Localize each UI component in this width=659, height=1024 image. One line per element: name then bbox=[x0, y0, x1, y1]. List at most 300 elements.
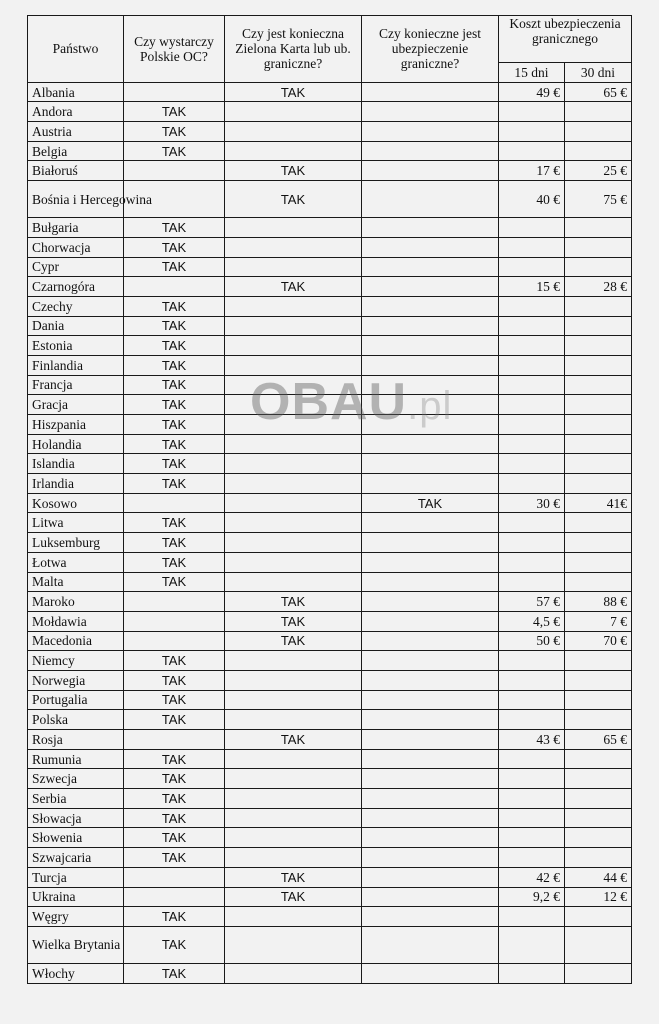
table-row bbox=[28, 218, 632, 238]
cell-green-card: TAK bbox=[225, 631, 362, 651]
cell-polish-oc: TAK bbox=[124, 789, 225, 809]
cell-border-insurance bbox=[362, 181, 499, 218]
cell-border-insurance bbox=[362, 316, 499, 336]
table-row bbox=[28, 867, 632, 887]
cell-border-insurance bbox=[362, 789, 499, 809]
cell-cost-15 bbox=[499, 533, 565, 553]
cell-cost-15 bbox=[499, 828, 565, 848]
cell-cost-30 bbox=[565, 572, 632, 592]
cell-country: Gracja bbox=[28, 395, 124, 415]
cell-cost-15 bbox=[499, 474, 565, 494]
cell-cost-30: 25 € bbox=[565, 161, 632, 181]
cell-cost-15 bbox=[499, 749, 565, 769]
table-row bbox=[28, 454, 632, 474]
cell-border-insurance bbox=[362, 237, 499, 257]
cell-green-card bbox=[225, 828, 362, 848]
cell-cost-15: 42 € bbox=[499, 867, 565, 887]
cell-cost-15 bbox=[499, 102, 565, 122]
cell-border-insurance bbox=[362, 141, 499, 161]
cell-cost-15 bbox=[499, 926, 565, 963]
header-green-card: Czy jest konieczna Zielona Karta lub ub. graniczne? bbox=[225, 16, 362, 83]
cell-green-card: TAK bbox=[225, 887, 362, 907]
table-row bbox=[28, 474, 632, 494]
cell-polish-oc: TAK bbox=[124, 533, 225, 553]
cell-border-insurance bbox=[362, 769, 499, 789]
cell-green-card bbox=[225, 415, 362, 435]
cell-polish-oc: TAK bbox=[124, 375, 225, 395]
cell-cost-15 bbox=[499, 552, 565, 572]
cell-border-insurance bbox=[362, 277, 499, 297]
cell-green-card bbox=[225, 552, 362, 572]
cell-cost-15 bbox=[499, 122, 565, 142]
cell-cost-30 bbox=[565, 375, 632, 395]
cell-cost-30 bbox=[565, 963, 632, 983]
cell-border-insurance bbox=[362, 867, 499, 887]
cell-green-card: TAK bbox=[225, 867, 362, 887]
cell-polish-oc bbox=[124, 730, 225, 750]
cell-country: Islandia bbox=[28, 454, 124, 474]
cell-border-insurance bbox=[362, 296, 499, 316]
table-row bbox=[28, 808, 632, 828]
cell-border-insurance bbox=[362, 454, 499, 474]
cell-polish-oc bbox=[124, 277, 225, 297]
cell-country: Luksemburg bbox=[28, 533, 124, 553]
cell-polish-oc: TAK bbox=[124, 316, 225, 336]
cell-country: Szwajcaria bbox=[28, 848, 124, 868]
cell-border-insurance bbox=[362, 533, 499, 553]
cell-polish-oc bbox=[124, 631, 225, 651]
cell-cost-15: 17 € bbox=[499, 161, 565, 181]
cell-green-card bbox=[225, 651, 362, 671]
cell-country: Turcja bbox=[28, 867, 124, 887]
cell-cost-15 bbox=[499, 141, 565, 161]
table-row bbox=[28, 296, 632, 316]
cell-border-insurance bbox=[362, 808, 499, 828]
cell-polish-oc: TAK bbox=[124, 141, 225, 161]
cell-border-insurance bbox=[362, 375, 499, 395]
cell-border-insurance bbox=[362, 395, 499, 415]
cell-cost-30 bbox=[565, 395, 632, 415]
cell-polish-oc: TAK bbox=[124, 651, 225, 671]
cell-green-card bbox=[225, 395, 362, 415]
cell-cost-15 bbox=[499, 513, 565, 533]
table-row bbox=[28, 887, 632, 907]
table-row bbox=[28, 181, 632, 218]
table-row bbox=[28, 336, 632, 356]
table-row bbox=[28, 926, 632, 963]
cell-border-insurance bbox=[362, 631, 499, 651]
cell-country: Mołdawia bbox=[28, 611, 124, 631]
cell-border-insurance bbox=[362, 122, 499, 142]
cell-border-insurance bbox=[362, 161, 499, 181]
cell-country: Serbia bbox=[28, 789, 124, 809]
cell-cost-15 bbox=[499, 848, 565, 868]
cell-green-card bbox=[225, 572, 362, 592]
cell-cost-15 bbox=[499, 355, 565, 375]
cell-polish-oc: TAK bbox=[124, 355, 225, 375]
table-row bbox=[28, 533, 632, 553]
cell-cost-30 bbox=[565, 710, 632, 730]
cell-country: Wielka Brytania bbox=[28, 926, 124, 963]
cell-green-card bbox=[225, 141, 362, 161]
cell-country: Norwegia bbox=[28, 670, 124, 690]
cell-green-card bbox=[225, 434, 362, 454]
cell-border-insurance bbox=[362, 355, 499, 375]
table-row bbox=[28, 848, 632, 868]
cell-polish-oc bbox=[124, 611, 225, 631]
cell-cost-15 bbox=[499, 296, 565, 316]
cell-border-insurance bbox=[362, 218, 499, 238]
cell-cost-15: 30 € bbox=[499, 493, 565, 513]
cell-cost-30 bbox=[565, 552, 632, 572]
cell-border-insurance bbox=[362, 102, 499, 122]
cell-green-card bbox=[225, 336, 362, 356]
cell-cost-30 bbox=[565, 102, 632, 122]
cell-country: Estonia bbox=[28, 336, 124, 356]
cell-cost-15 bbox=[499, 710, 565, 730]
cell-border-insurance bbox=[362, 651, 499, 671]
cell-green-card bbox=[225, 808, 362, 828]
cell-cost-30 bbox=[565, 769, 632, 789]
cell-cost-30 bbox=[565, 474, 632, 494]
cell-cost-30 bbox=[565, 237, 632, 257]
cell-country: Holandia bbox=[28, 434, 124, 454]
cell-cost-15: 49 € bbox=[499, 82, 565, 102]
cell-polish-oc: TAK bbox=[124, 828, 225, 848]
cell-cost-30 bbox=[565, 141, 632, 161]
table-row bbox=[28, 710, 632, 730]
cell-country: Czechy bbox=[28, 296, 124, 316]
cell-green-card bbox=[225, 848, 362, 868]
cell-cost-30 bbox=[565, 670, 632, 690]
cell-cost-30 bbox=[565, 336, 632, 356]
cell-cost-30: 41€ bbox=[565, 493, 632, 513]
cell-country: Albania bbox=[28, 82, 124, 102]
cell-cost-30 bbox=[565, 415, 632, 435]
cell-country: Dania bbox=[28, 316, 124, 336]
cell-polish-oc: TAK bbox=[124, 769, 225, 789]
cell-green-card: TAK bbox=[225, 82, 362, 102]
cell-cost-15 bbox=[499, 316, 565, 336]
cell-green-card bbox=[225, 533, 362, 553]
cell-country: Hiszpania bbox=[28, 415, 124, 435]
cell-polish-oc: TAK bbox=[124, 710, 225, 730]
table-row bbox=[28, 749, 632, 769]
cell-green-card bbox=[225, 690, 362, 710]
cell-country: Polska bbox=[28, 710, 124, 730]
cell-polish-oc: TAK bbox=[124, 257, 225, 277]
cell-country: Łotwa bbox=[28, 552, 124, 572]
cell-green-card bbox=[225, 907, 362, 927]
cell-polish-oc: TAK bbox=[124, 122, 225, 142]
table-row bbox=[28, 690, 632, 710]
cell-green-card: TAK bbox=[225, 181, 362, 218]
cell-cost-30 bbox=[565, 848, 632, 868]
cell-cost-30 bbox=[565, 926, 632, 963]
cell-green-card bbox=[225, 710, 362, 730]
table-row bbox=[28, 277, 632, 297]
table-row bbox=[28, 257, 632, 277]
cell-green-card bbox=[225, 670, 362, 690]
table-row bbox=[28, 513, 632, 533]
cell-green-card bbox=[225, 237, 362, 257]
cell-cost-15 bbox=[499, 789, 565, 809]
cell-cost-30: 12 € bbox=[565, 887, 632, 907]
cell-country: Litwa bbox=[28, 513, 124, 533]
cell-cost-15: 15 € bbox=[499, 277, 565, 297]
cell-country: Węgry bbox=[28, 907, 124, 927]
cell-country: Słowenia bbox=[28, 828, 124, 848]
cell-border-insurance bbox=[362, 592, 499, 612]
cell-polish-oc: TAK bbox=[124, 434, 225, 454]
cell-cost-15 bbox=[499, 907, 565, 927]
table-row bbox=[28, 552, 632, 572]
cell-green-card bbox=[225, 296, 362, 316]
table-row bbox=[28, 161, 632, 181]
cell-country: Finlandia bbox=[28, 355, 124, 375]
cell-border-insurance bbox=[362, 887, 499, 907]
cell-polish-oc: TAK bbox=[124, 670, 225, 690]
cell-cost-30 bbox=[565, 218, 632, 238]
cell-polish-oc: TAK bbox=[124, 454, 225, 474]
cell-cost-30 bbox=[565, 513, 632, 533]
cell-polish-oc: TAK bbox=[124, 690, 225, 710]
cell-cost-30 bbox=[565, 355, 632, 375]
cell-green-card: TAK bbox=[225, 161, 362, 181]
cell-polish-oc: TAK bbox=[124, 474, 225, 494]
cell-cost-30: 65 € bbox=[565, 82, 632, 102]
cell-country: Niemcy bbox=[28, 651, 124, 671]
table-row bbox=[28, 237, 632, 257]
watermark-logo: OBAU.pl bbox=[250, 373, 453, 431]
table-row bbox=[28, 907, 632, 927]
cell-polish-oc bbox=[124, 493, 225, 513]
cell-cost-15 bbox=[499, 808, 565, 828]
cell-country: Andora bbox=[28, 102, 124, 122]
cell-cost-30 bbox=[565, 533, 632, 553]
cell-green-card bbox=[225, 493, 362, 513]
cell-polish-oc: TAK bbox=[124, 848, 225, 868]
cell-cost-15 bbox=[499, 395, 565, 415]
cell-green-card bbox=[225, 316, 362, 336]
cell-green-card bbox=[225, 926, 362, 963]
cell-green-card bbox=[225, 102, 362, 122]
table-row bbox=[28, 651, 632, 671]
cell-polish-oc: TAK bbox=[124, 926, 225, 963]
cell-cost-30: 70 € bbox=[565, 631, 632, 651]
cell-country: Bośnia i Hercegowina bbox=[28, 181, 124, 218]
cell-border-insurance bbox=[362, 611, 499, 631]
cell-green-card: TAK bbox=[225, 592, 362, 612]
table-row bbox=[28, 789, 632, 809]
header-country: Państwo bbox=[28, 16, 124, 83]
cell-cost-30 bbox=[565, 454, 632, 474]
table-row bbox=[28, 670, 632, 690]
cell-cost-15 bbox=[499, 769, 565, 789]
cell-cost-30 bbox=[565, 316, 632, 336]
cell-polish-oc: TAK bbox=[124, 415, 225, 435]
cell-cost-30: 28 € bbox=[565, 277, 632, 297]
table-row bbox=[28, 769, 632, 789]
cell-polish-oc: TAK bbox=[124, 237, 225, 257]
cell-polish-oc bbox=[124, 592, 225, 612]
cell-cost-15 bbox=[499, 690, 565, 710]
cell-green-card bbox=[225, 769, 362, 789]
header-30-days: 30 dni bbox=[565, 63, 632, 83]
cell-cost-15 bbox=[499, 415, 565, 435]
cell-cost-30 bbox=[565, 749, 632, 769]
cell-green-card bbox=[225, 355, 362, 375]
cell-polish-oc: TAK bbox=[124, 963, 225, 983]
table-row bbox=[28, 963, 632, 983]
cell-border-insurance bbox=[362, 415, 499, 435]
table-row bbox=[28, 122, 632, 142]
cell-green-card bbox=[225, 454, 362, 474]
cell-cost-15 bbox=[499, 454, 565, 474]
cell-polish-oc: TAK bbox=[124, 808, 225, 828]
cell-cost-15 bbox=[499, 375, 565, 395]
cell-country: Słowacja bbox=[28, 808, 124, 828]
cell-country: Ukraina bbox=[28, 887, 124, 907]
cell-green-card bbox=[225, 474, 362, 494]
table-row bbox=[28, 611, 632, 631]
cell-cost-15 bbox=[499, 218, 565, 238]
cell-green-card bbox=[225, 513, 362, 533]
cell-border-insurance bbox=[362, 907, 499, 927]
cell-green-card bbox=[225, 749, 362, 769]
cell-country: Portugalia bbox=[28, 690, 124, 710]
cell-country: Austria bbox=[28, 122, 124, 142]
cell-border-insurance: TAK bbox=[362, 493, 499, 513]
cell-border-insurance bbox=[362, 257, 499, 277]
cell-green-card bbox=[225, 789, 362, 809]
cell-green-card: TAK bbox=[225, 730, 362, 750]
cell-country: Rumunia bbox=[28, 749, 124, 769]
cell-border-insurance bbox=[362, 926, 499, 963]
cell-cost-15: 43 € bbox=[499, 730, 565, 750]
table-row bbox=[28, 375, 632, 395]
header-cost: Koszt ubezpieczenia granicznego bbox=[499, 16, 632, 63]
table-body bbox=[28, 82, 632, 983]
cell-border-insurance bbox=[362, 513, 499, 533]
cell-country: Cypr bbox=[28, 257, 124, 277]
cell-country: Francja bbox=[28, 375, 124, 395]
cell-cost-30: 75 € bbox=[565, 181, 632, 218]
table-row bbox=[28, 730, 632, 750]
cell-border-insurance bbox=[362, 670, 499, 690]
table-row bbox=[28, 631, 632, 651]
table-row bbox=[28, 102, 632, 122]
border-insurance-table bbox=[27, 15, 632, 984]
cell-polish-oc bbox=[124, 887, 225, 907]
cell-border-insurance bbox=[362, 552, 499, 572]
cell-cost-15 bbox=[499, 670, 565, 690]
cell-country: Włochy bbox=[28, 963, 124, 983]
cell-polish-oc: TAK bbox=[124, 907, 225, 927]
cell-border-insurance bbox=[362, 710, 499, 730]
table-row bbox=[28, 592, 632, 612]
cell-border-insurance bbox=[362, 848, 499, 868]
cell-border-insurance bbox=[362, 434, 499, 454]
cell-cost-30: 44 € bbox=[565, 867, 632, 887]
header-border-insurance: Czy konieczne jest ubezpieczenie graniczne? bbox=[362, 16, 499, 83]
cell-country: Czarnogóra bbox=[28, 277, 124, 297]
cell-green-card bbox=[225, 375, 362, 395]
cell-cost-15 bbox=[499, 572, 565, 592]
cell-border-insurance bbox=[362, 690, 499, 710]
table-row bbox=[28, 415, 632, 435]
cell-country: Chorwacja bbox=[28, 237, 124, 257]
cell-cost-30: 7 € bbox=[565, 611, 632, 631]
table-row bbox=[28, 141, 632, 161]
cell-cost-15: 50 € bbox=[499, 631, 565, 651]
cell-country: Maroko bbox=[28, 592, 124, 612]
cell-polish-oc: TAK bbox=[124, 102, 225, 122]
cell-cost-15 bbox=[499, 336, 565, 356]
cell-cost-30: 65 € bbox=[565, 730, 632, 750]
cell-green-card bbox=[225, 122, 362, 142]
table-row bbox=[28, 493, 632, 513]
cell-green-card: TAK bbox=[225, 611, 362, 631]
cell-polish-oc: TAK bbox=[124, 395, 225, 415]
header-polish-oc: Czy wystarczy Polskie OC? bbox=[124, 16, 225, 83]
cell-polish-oc bbox=[124, 161, 225, 181]
cell-cost-30 bbox=[565, 808, 632, 828]
cell-country: Szwecja bbox=[28, 769, 124, 789]
cell-polish-oc: TAK bbox=[124, 296, 225, 316]
table-row bbox=[28, 572, 632, 592]
cell-country: Kosowo bbox=[28, 493, 124, 513]
cell-polish-oc: TAK bbox=[124, 749, 225, 769]
cell-country: Irlandia bbox=[28, 474, 124, 494]
cell-country: Malta bbox=[28, 572, 124, 592]
table-row bbox=[28, 316, 632, 336]
cell-cost-15: 40 € bbox=[499, 181, 565, 218]
cell-polish-oc bbox=[124, 82, 225, 102]
cell-cost-15 bbox=[499, 651, 565, 671]
cell-cost-30: 88 € bbox=[565, 592, 632, 612]
cell-polish-oc: TAK bbox=[124, 513, 225, 533]
cell-country: Macedonia bbox=[28, 631, 124, 651]
cell-cost-15 bbox=[499, 237, 565, 257]
cell-cost-15: 4,5 € bbox=[499, 611, 565, 631]
cell-polish-oc bbox=[124, 867, 225, 887]
cell-border-insurance bbox=[362, 828, 499, 848]
cell-polish-oc: TAK bbox=[124, 336, 225, 356]
table-row bbox=[28, 434, 632, 454]
cell-polish-oc: TAK bbox=[124, 572, 225, 592]
cell-green-card bbox=[225, 218, 362, 238]
cell-country: Bułgaria bbox=[28, 218, 124, 238]
cell-border-insurance bbox=[362, 82, 499, 102]
cell-country: Białoruś bbox=[28, 161, 124, 181]
cell-cost-30 bbox=[565, 789, 632, 809]
table-row bbox=[28, 828, 632, 848]
cell-cost-15 bbox=[499, 257, 565, 277]
cell-green-card: TAK bbox=[225, 277, 362, 297]
cell-cost-15 bbox=[499, 434, 565, 454]
cell-cost-30 bbox=[565, 296, 632, 316]
cell-border-insurance bbox=[362, 963, 499, 983]
cell-cost-30 bbox=[565, 690, 632, 710]
cell-border-insurance bbox=[362, 572, 499, 592]
cell-border-insurance bbox=[362, 336, 499, 356]
cell-country: Rosja bbox=[28, 730, 124, 750]
cell-cost-30 bbox=[565, 828, 632, 848]
cell-country: Belgia bbox=[28, 141, 124, 161]
cell-green-card bbox=[225, 257, 362, 277]
cell-polish-oc: TAK bbox=[124, 218, 225, 238]
